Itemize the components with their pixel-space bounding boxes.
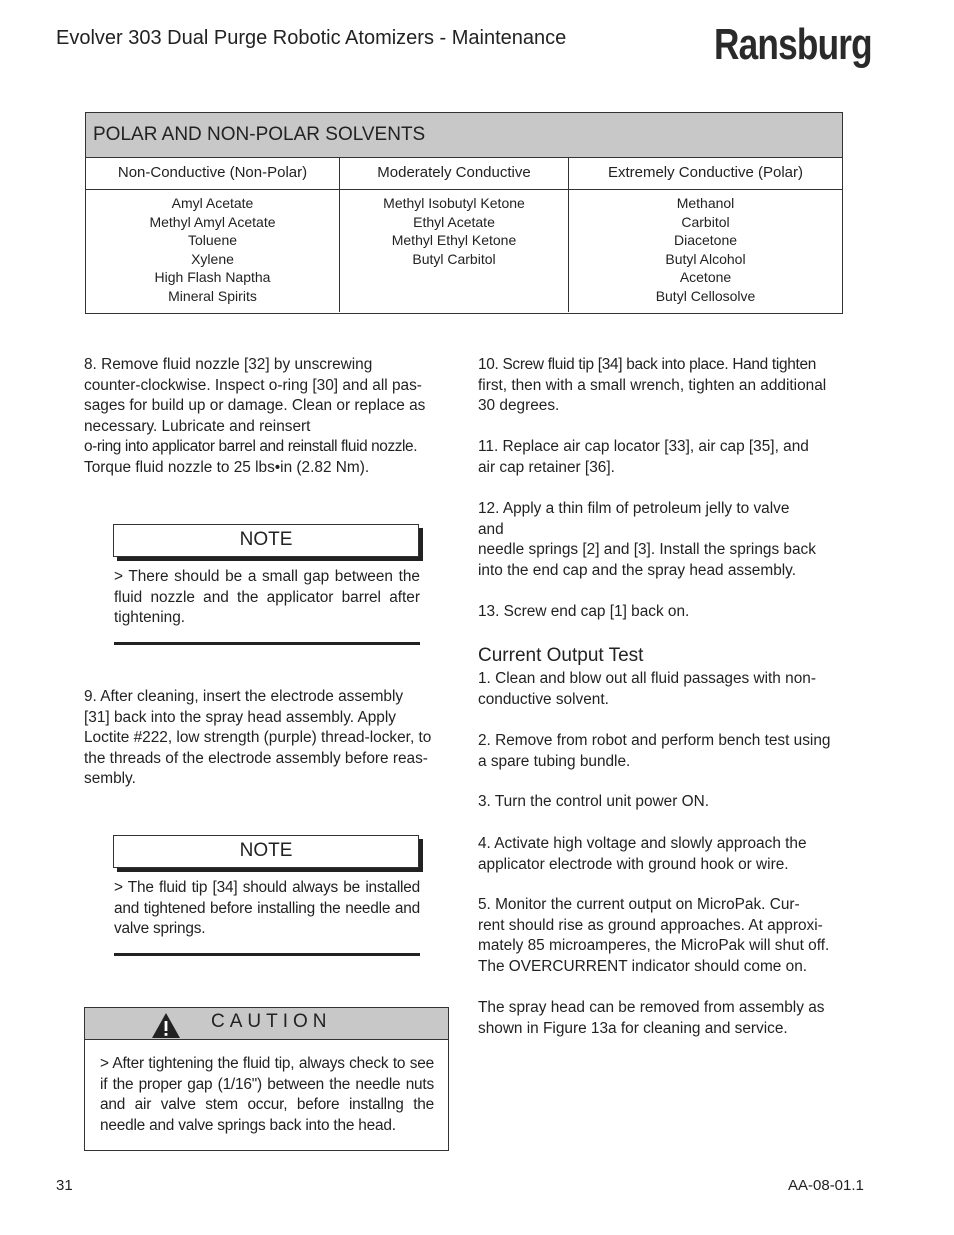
step-13-paragraph: 13. Screw end cap [1] back on.: [478, 603, 690, 620]
solvent-item: Methyl Ethyl Ketone: [391, 232, 517, 249]
solvent-item: Butyl Carbitol: [412, 250, 496, 267]
page-number: 31: [56, 1177, 73, 1194]
test-step-1: 1. Clean and blow out all fluid passages with non- conductive solvent.: [478, 670, 816, 708]
solvent-item: Methyl Isobutyl Ketone: [383, 195, 525, 211]
solvent-item: High Flash Naptha: [154, 269, 271, 286]
warning-triangle-icon: [151, 1012, 181, 1039]
step-12-paragraph: 12. Apply a thin film of petroleum jelly to valve and needle springs [2] and [3]. Install the springs back into the end cap and the spray head assembly.: [478, 500, 816, 579]
solvent-item: Butyl Cellosolve: [655, 287, 756, 304]
note-2-divider: [114, 953, 420, 956]
solvent-item: Methanol: [676, 195, 735, 211]
test-step-3: 3. Turn the control unit power ON.: [478, 793, 709, 810]
solvent-item: Carbitol: [681, 213, 730, 230]
step-9-paragraph: 9. After cleaning, insert the electrode assembly [31] back into the spray head assembly. Apply Loctite #222, low strength (purple) thread-locker, to the threads of the electrode assembly before reas- sembly.: [84, 688, 432, 788]
solvent-item: Mineral Spirits: [168, 287, 257, 304]
step-11-paragraph: 11. Replace air cap locator [33], air cap [35], and air cap retainer [36].: [478, 438, 809, 476]
note-1-text: > There should be a small gap between the fluid nozzle and the applicator barrel after tightening.: [114, 568, 420, 627]
column-header-moderate: Moderately Conductive: [340, 158, 569, 190]
solvents-table-title: POLAR AND NON-POLAR SOLVENTS: [86, 113, 842, 158]
note-2-text: > The fluid tip [34] should always be installed and tightened before installing the needle and valve springs.: [114, 879, 420, 938]
solvents-table: [85, 112, 843, 314]
caution-label: CAUTION: [211, 1011, 332, 1032]
non-polar-list: [86, 190, 340, 312]
current-output-test-heading: Current Output Test: [478, 645, 644, 666]
step-8-paragraph: 8. Remove fluid nozzle [32] by unscrewing counter-clockwise. Inspect o-ring [30] and all pas- sages for build up or damage. Clean or replace as necessary. Lubricate and reinsert o-ring into applicator barrel and reinstall fluid nozzle. Torque fluid nozzle to 25 lbs•in (2.82 Nm).: [84, 356, 426, 476]
test-step-2: 2. Remove from robot and perform bench test using a spare tubing bundle.: [478, 732, 831, 770]
closing-paragraph: The spray head can be removed from assembly as shown in Figure 13a for cleaning and service.: [478, 999, 825, 1037]
note-box-1: NOTE: [113, 524, 419, 557]
test-step-4: 4. Activate high voltage and slowly approach the applicator electrode with ground hook or wire.: [478, 835, 807, 873]
note-1-divider: [114, 642, 420, 645]
ransburg-logo: Ransburg: [714, 20, 872, 69]
solvent-item: Diacetone: [673, 232, 738, 249]
caution-header: [85, 1008, 448, 1040]
solvent-item: Xylene: [191, 250, 234, 267]
column-header-polar: Extremely Conductive (Polar): [569, 158, 842, 190]
note-box-2: NOTE: [113, 835, 419, 868]
solvent-item: Methyl Amyl Acetate: [149, 213, 276, 230]
solvent-item: Toluene: [187, 232, 238, 249]
document-header-title: Evolver 303 Dual Purge Robotic Atomizers - Maintenance: [56, 27, 567, 49]
document-code: AA-08-01.1: [788, 1177, 864, 1194]
polar-list: [569, 190, 842, 312]
moderate-list: [340, 190, 569, 312]
solvent-item: Ethyl Acetate: [413, 213, 495, 230]
caution-text: > After tightening the fluid tip, always check to see if the proper gap (1/16") between the needle nuts and air valve stem occur, before installng the needle and valve springs back into the head.: [100, 1055, 434, 1134]
caution-box: [84, 1007, 449, 1151]
solvent-item: Butyl Alcohol: [665, 250, 746, 267]
test-step-5: 5. Monitor the current output on MicroPak. Cur- rent should rise as ground approaches. At approxi- mately 85 microamperes, the MicroPak will shut off. The OVERCURRENT indicator should come on.: [478, 896, 830, 975]
column-header-non-polar: Non-Conductive (Non-Polar): [86, 158, 340, 190]
solvent-item: Amyl Acetate: [171, 195, 254, 211]
step-10-paragraph: 10. Screw fluid tip [34] back into place. Hand tighten first, then with a small wrench, tighten an additional 30 degrees.: [478, 356, 827, 415]
solvent-item: Acetone: [679, 269, 732, 286]
